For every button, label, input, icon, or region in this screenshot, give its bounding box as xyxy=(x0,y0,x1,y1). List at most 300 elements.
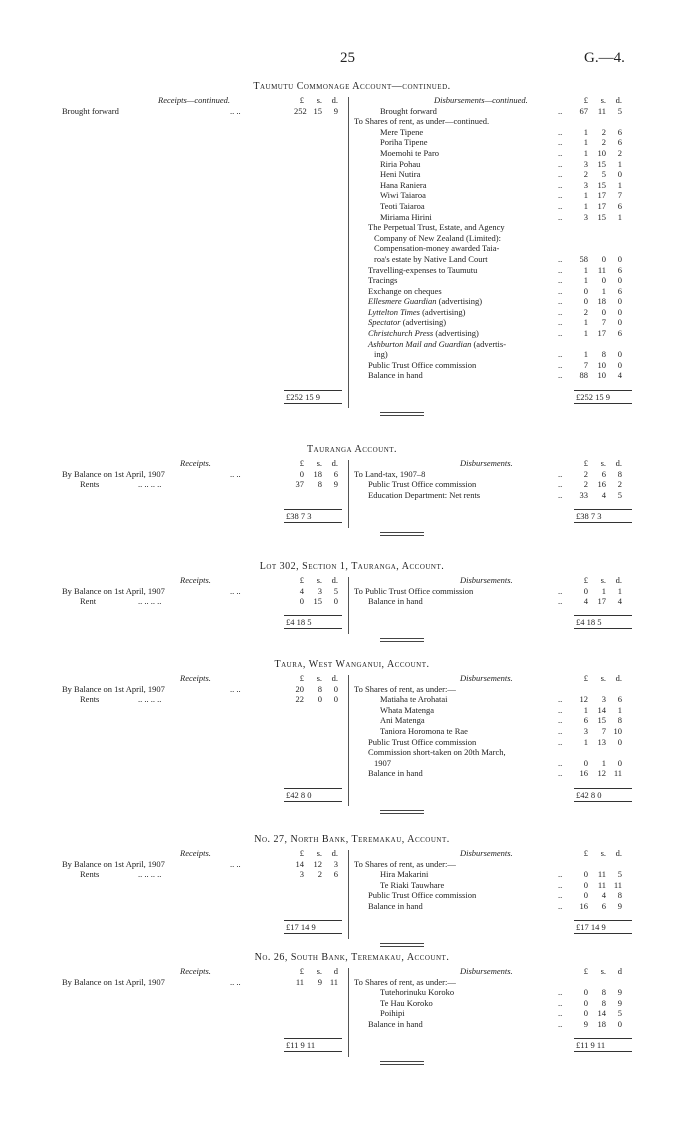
ledger-row xyxy=(62,265,642,276)
disbursement-label: Matiaha te Arohatai xyxy=(380,694,448,705)
amount-pence: 6 xyxy=(617,264,622,275)
leader-dots: .. xyxy=(558,468,563,479)
section-separator xyxy=(380,641,424,642)
account-title: No. 27, North Bank, Teremakau, Account. xyxy=(254,834,450,845)
ledger-row xyxy=(62,159,642,170)
ledger-row xyxy=(62,349,642,360)
amount-pence: 11 xyxy=(613,879,622,890)
italic-title: Ellesmere Guardian xyxy=(368,296,437,307)
disbursements-header: Disbursements. xyxy=(460,966,513,976)
amount-pounds: 1 xyxy=(583,704,588,715)
ledger-row xyxy=(62,1019,642,1030)
amount-pence: 9 xyxy=(617,987,622,998)
leader-dots: .. xyxy=(558,179,563,190)
col-head-pound: £ xyxy=(299,848,304,858)
ledger-row xyxy=(62,339,642,350)
column-header-row xyxy=(62,673,642,684)
amount-shillings: 11 xyxy=(597,879,606,890)
total-rule xyxy=(574,615,632,616)
leader-dots: .. xyxy=(558,890,563,901)
col-head-shillings: s. xyxy=(316,848,322,858)
leader-dots: .. xyxy=(558,105,563,116)
disbursement-label: Heni Nutira xyxy=(380,169,421,180)
ledger-row xyxy=(62,890,642,901)
column-divider xyxy=(348,968,349,1057)
amount-pounds: 12 xyxy=(579,694,588,705)
amount-pence: 8 xyxy=(617,890,622,901)
amount-shillings: 9 xyxy=(317,976,322,987)
ledger-row xyxy=(62,148,642,159)
receipt-label: Brought forward xyxy=(62,105,119,116)
totals-row xyxy=(62,922,642,933)
amount-pence: 5 xyxy=(617,869,622,880)
amount-shillings: 17 xyxy=(597,328,606,339)
col-head-pound: £ xyxy=(583,848,588,858)
disbursement-label: Mere Tipene xyxy=(380,126,424,137)
amount-shillings: 15 xyxy=(313,596,322,607)
receipts-header: Receipts. xyxy=(180,575,211,585)
amount-pounds: 0 xyxy=(583,296,588,307)
receipt-label: Rents xyxy=(80,479,100,490)
amount-pence: 11 xyxy=(329,976,338,987)
account-columns xyxy=(62,848,642,933)
ledger-row xyxy=(62,998,642,1009)
amount-pence: 6 xyxy=(617,200,622,211)
amount-shillings: 15 xyxy=(597,211,606,222)
amount-pence: 6 xyxy=(617,328,622,339)
amount-pounds: 2 xyxy=(583,306,588,317)
leader-dots: .. xyxy=(558,704,563,715)
disbursement-label: Balance in hand xyxy=(368,596,423,607)
amount-shillings: 1 xyxy=(601,585,606,596)
disbursement-label: Commission short-taken on 20th March, xyxy=(368,747,506,758)
leader-dots: .. xyxy=(558,253,563,264)
col-head-pence: d xyxy=(617,966,622,976)
amount-pence: 6 xyxy=(617,126,622,137)
amount-pounds: 1 xyxy=(583,147,588,158)
amount-shillings: 17 xyxy=(597,190,606,201)
amount-shillings: 2 xyxy=(601,126,606,137)
total-underline xyxy=(574,1051,632,1052)
col-head-pound: £ xyxy=(299,966,304,976)
col-head-pence: d. xyxy=(615,673,622,683)
disbursement-label: Balance in hand xyxy=(368,900,423,911)
receipt-label: By Balance on 1st April, 1907 xyxy=(62,858,165,869)
account-title: No. 26, South Bank, Teremakau, Account. xyxy=(254,952,450,963)
account-section xyxy=(62,445,642,522)
disbursement-label: Taniora Horomona te Rae xyxy=(380,725,468,736)
amount-shillings: 2 xyxy=(601,137,606,148)
disbursement-label: Public Trust Office commission xyxy=(368,736,477,747)
disbursement-label: Te Hau Koroko xyxy=(380,997,433,1008)
leader-dots: .. .. xyxy=(230,858,241,869)
italic-title: Lyttelton Times xyxy=(368,306,420,317)
leader-dots: .. xyxy=(558,1008,563,1019)
disbursement-label: Tutehorinuku Koroko xyxy=(380,987,455,998)
section-separator xyxy=(380,638,424,639)
receipt-label: By Balance on 1st April, 1907 xyxy=(62,585,165,596)
amount-shillings: 18 xyxy=(597,1018,606,1029)
amount-shillings: 8 xyxy=(317,479,322,490)
amount-pence: 5 xyxy=(617,489,622,500)
amount-shillings: 17 xyxy=(597,596,606,607)
total-disbursements: £11 9 11 xyxy=(576,1040,606,1051)
section-separator xyxy=(380,532,424,533)
leader-dots: .. xyxy=(558,869,563,880)
leader-dots: .. .. xyxy=(230,585,241,596)
leader-dots: .. xyxy=(558,879,563,890)
amount-pence: 4 xyxy=(617,596,622,607)
ledger-row xyxy=(62,479,642,490)
leader-dots: .. xyxy=(558,997,563,1008)
column-header-row xyxy=(62,966,642,977)
disbursement-label: Moemohi te Paro xyxy=(380,147,440,158)
total-receipts: £42 8 0 xyxy=(286,789,312,800)
ledger-row xyxy=(62,747,642,758)
amount-shillings: 13 xyxy=(597,736,606,747)
leader-dots: .. xyxy=(558,987,563,998)
ledger-row xyxy=(62,1008,642,1019)
amount-pounds: 2 xyxy=(583,468,588,479)
leader-dots: .. xyxy=(558,725,563,736)
disbursements-header: Disbursements. xyxy=(460,458,513,468)
ledger-row xyxy=(62,758,642,769)
col-head-shillings: s. xyxy=(316,95,322,105)
amount-shillings: 15 xyxy=(597,158,606,169)
amount-pounds: 33 xyxy=(579,489,588,500)
col-head-shillings: s. xyxy=(600,966,606,976)
amount-pence: 0 xyxy=(617,736,622,747)
receipts-header: Receipts. xyxy=(180,673,211,683)
disbursement-label: Travelling-expenses to Taumutu xyxy=(368,264,478,275)
amount-pounds: 16 xyxy=(579,768,588,779)
disbursement-label: Balance in hand xyxy=(368,1018,423,1029)
leader-dots: .. xyxy=(558,479,563,490)
amount-pence: 9 xyxy=(333,479,338,490)
total-rule xyxy=(284,615,342,616)
account-title: Taura, West Wanganui, Account. xyxy=(274,659,430,670)
column-header-row xyxy=(62,575,642,586)
ledger-row xyxy=(62,705,642,716)
amount-pounds: 1 xyxy=(583,736,588,747)
ledger-row xyxy=(62,901,642,912)
amount-pence: 2 xyxy=(617,147,622,158)
total-receipts: £17 14 9 xyxy=(286,922,316,933)
leader-dots: .. xyxy=(558,349,563,360)
total-underline xyxy=(284,522,342,523)
ledger-row xyxy=(62,201,642,212)
total-rule xyxy=(574,390,632,391)
account-title: Lot 302, Section 1, Tauranga, Account. xyxy=(259,561,445,572)
column-header-row xyxy=(62,95,642,106)
amount-pence: 0 xyxy=(617,317,622,328)
amount-pence: 1 xyxy=(617,704,622,715)
amount-shillings: 15 xyxy=(597,715,606,726)
total-disbursements: £4 18 5 xyxy=(576,617,602,628)
amount-pounds: 0 xyxy=(583,757,588,768)
leader-dots: .. .. .. .. xyxy=(138,596,162,607)
amount-shillings: 7 xyxy=(601,317,606,328)
amount-shillings: 17 xyxy=(597,200,606,211)
amount-pounds: 1 xyxy=(583,200,588,211)
disbursement-label: Whata Matenga xyxy=(380,704,435,715)
amount-pence: 6 xyxy=(617,285,622,296)
disbursement-label: Riria Pohau xyxy=(380,158,421,169)
amount-shillings: 8 xyxy=(601,987,606,998)
receipt-label: Rent xyxy=(80,596,97,607)
amount-pounds: 0 xyxy=(583,869,588,880)
col-head-pound: £ xyxy=(299,458,304,468)
disbursement-label: Tracings xyxy=(368,275,398,286)
disbursement-label: Christchurch Press (advertising) xyxy=(368,328,479,339)
total-disbursements: £17 14 9 xyxy=(576,922,606,933)
total-disbursements: £38 7 3 xyxy=(576,510,602,521)
disbursement-label: To Shares of rent, as under:— xyxy=(354,976,456,987)
total-rule xyxy=(574,1038,632,1039)
ledger-row xyxy=(62,977,642,988)
disbursement-label: Spectator (advertising) xyxy=(368,317,447,328)
total-disbursements: £252 15 9 xyxy=(576,391,610,402)
ledger-row xyxy=(62,212,642,223)
col-head-pence: d. xyxy=(331,458,338,468)
amount-pence: 2 xyxy=(617,479,622,490)
col-head-pound: £ xyxy=(583,966,588,976)
amount-pounds: 1 xyxy=(583,317,588,328)
disbursement-label: Wiwi Taiaroa xyxy=(380,190,426,201)
col-head-pence: d. xyxy=(331,95,338,105)
col-head-pound: £ xyxy=(583,95,588,105)
disbursement-label: Public Trust Office commission xyxy=(368,890,477,901)
total-rule xyxy=(574,788,632,789)
account-section xyxy=(62,953,642,1051)
column-header-row xyxy=(62,458,642,469)
disbursement-label: Balance in hand xyxy=(368,370,423,381)
column-divider xyxy=(348,97,349,408)
total-rule xyxy=(284,920,342,921)
total-receipts: £252 15 9 xyxy=(286,391,320,402)
leader-dots: .. .. .. .. xyxy=(138,869,162,880)
amount-pounds: 2 xyxy=(583,169,588,180)
ledger-row xyxy=(62,726,642,737)
total-underline xyxy=(574,628,632,629)
amount-shillings: 4 xyxy=(601,489,606,500)
disbursement-label: Education Department: Net rents xyxy=(368,489,481,500)
amount-pence: 6 xyxy=(617,137,622,148)
receipt-label: Rents xyxy=(80,694,100,705)
total-underline xyxy=(284,1051,342,1052)
amount-shillings: 12 xyxy=(313,858,322,869)
disbursement-label: Te Riaki Tauwhare xyxy=(380,879,445,890)
amount-shillings: 7 xyxy=(601,725,606,736)
total-underline xyxy=(574,403,632,404)
section-separator xyxy=(380,813,424,814)
disbursement-label: Brought forward xyxy=(380,105,437,116)
disbursement-label: To Land-tax, 1907–8 xyxy=(354,468,426,479)
amount-shillings: 3 xyxy=(317,585,322,596)
ledger-row xyxy=(62,243,642,254)
amount-shillings: 11 xyxy=(597,105,606,116)
amount-pence: 1 xyxy=(617,211,622,222)
col-head-shillings: s. xyxy=(316,458,322,468)
col-head-pence: d. xyxy=(331,575,338,585)
leader-dots: .. xyxy=(558,489,563,500)
ledger-row xyxy=(62,596,642,607)
col-head-shillings: s. xyxy=(600,848,606,858)
disbursement-label: To Shares of rent, as under:— xyxy=(354,858,456,869)
amount-pence: 0 xyxy=(333,694,338,705)
ledger-row xyxy=(62,190,642,201)
amount-pence: 0 xyxy=(617,349,622,360)
ledger-row xyxy=(62,222,642,233)
disbursement-label: Ani Matenga xyxy=(380,715,425,726)
amount-pounds: 20 xyxy=(295,683,304,694)
column-divider xyxy=(348,460,349,528)
amount-pence: 0 xyxy=(617,169,622,180)
disbursement-label: Teoti Taiaroa xyxy=(380,200,425,211)
ledger-row xyxy=(62,275,642,286)
receipt-label: Rents xyxy=(80,869,100,880)
leader-dots: .. xyxy=(558,1018,563,1029)
amount-pounds: 3 xyxy=(583,179,588,190)
account-title: Tauranga Account. xyxy=(306,444,398,455)
amount-pounds: 0 xyxy=(299,596,304,607)
amount-shillings: 10 xyxy=(597,147,606,158)
leader-dots: .. .. xyxy=(230,468,241,479)
amount-pence: 8 xyxy=(617,468,622,479)
amount-pounds: 0 xyxy=(583,997,588,1008)
account-columns xyxy=(62,95,642,402)
amount-pounds: 1 xyxy=(583,349,588,360)
amount-pounds: 1 xyxy=(583,275,588,286)
italic-title: Ashburton Mail and Guardian xyxy=(368,338,472,349)
col-head-pound: £ xyxy=(583,458,588,468)
amount-pence: 1 xyxy=(617,179,622,190)
total-rule xyxy=(284,390,342,391)
col-head-pound: £ xyxy=(583,673,588,683)
amount-pence: 9 xyxy=(617,997,622,1008)
ledger-row xyxy=(62,180,642,191)
total-underline xyxy=(284,801,342,802)
amount-pounds: 0 xyxy=(583,1008,588,1019)
amount-shillings: 0 xyxy=(601,306,606,317)
leader-dots: .. xyxy=(558,137,563,148)
ledger-row xyxy=(62,317,642,328)
amount-shillings: 0 xyxy=(601,275,606,286)
spacer xyxy=(62,381,642,392)
amount-shillings: 4 xyxy=(601,890,606,901)
leader-dots: .. xyxy=(558,147,563,158)
leader-dots: .. xyxy=(558,768,563,779)
totals-row xyxy=(62,790,642,801)
leader-dots: .. .. xyxy=(230,105,241,116)
disbursements-header: Disbursements. xyxy=(460,848,513,858)
amount-pence: 11 xyxy=(613,768,622,779)
section-separator xyxy=(380,415,424,416)
amount-shillings: 11 xyxy=(597,869,606,880)
amount-pounds: 4 xyxy=(299,585,304,596)
disbursement-label: 1907 xyxy=(374,757,391,768)
amount-shillings: 8 xyxy=(601,997,606,1008)
amount-shillings: 0 xyxy=(317,694,322,705)
section-separator xyxy=(380,412,424,413)
amount-shillings: 0 xyxy=(601,253,606,264)
amount-shillings: 15 xyxy=(313,105,322,116)
account-section xyxy=(62,82,642,402)
account-section xyxy=(62,562,642,628)
col-head-shillings: s. xyxy=(316,575,322,585)
disbursement-label: Public Trust Office commission xyxy=(368,479,477,490)
total-underline xyxy=(284,403,342,404)
ledger-row xyxy=(62,768,642,779)
receipts-header: Receipts. xyxy=(180,458,211,468)
ledger-row xyxy=(62,694,642,705)
leader-dots: .. xyxy=(558,275,563,286)
spacer xyxy=(62,912,642,923)
leader-dots: .. xyxy=(558,169,563,180)
italic-title: Spectator xyxy=(368,317,401,328)
ledger-row xyxy=(62,307,642,318)
total-rule xyxy=(284,788,342,789)
amount-pounds: 1 xyxy=(583,264,588,275)
leader-dots: .. xyxy=(558,370,563,381)
disbursement-label: Hira Makarini xyxy=(380,869,429,880)
amount-shillings: 8 xyxy=(317,683,322,694)
account-title: Taumutu Commonage Account—continued. xyxy=(253,81,451,92)
section-separator xyxy=(380,810,424,811)
disbursements-header: Disbursements. xyxy=(460,673,513,683)
amount-shillings: 14 xyxy=(597,704,606,715)
amount-pence: 10 xyxy=(613,725,622,736)
ledger-row xyxy=(62,880,642,891)
total-disbursements: £42 8 0 xyxy=(576,789,602,800)
column-divider xyxy=(348,577,349,634)
spacer xyxy=(62,1030,642,1041)
amount-shillings: 12 xyxy=(597,768,606,779)
leader-dots: .. xyxy=(558,306,563,317)
ledger-row xyxy=(62,859,642,870)
col-head-pence: d. xyxy=(331,848,338,858)
amount-pence: 0 xyxy=(333,596,338,607)
col-head-pence: d. xyxy=(615,95,622,105)
amount-shillings: 18 xyxy=(313,468,322,479)
leader-dots: .. xyxy=(558,585,563,596)
total-underline xyxy=(284,933,342,934)
account-columns xyxy=(62,966,642,1051)
amount-pence: 0 xyxy=(617,1018,622,1029)
receipts-header: Receipts. xyxy=(180,966,211,976)
amount-shillings: 6 xyxy=(601,900,606,911)
amount-pounds: 37 xyxy=(295,479,304,490)
amount-pence: 9 xyxy=(333,105,338,116)
disbursement-label: To Shares of rent, as under:— xyxy=(354,683,456,694)
ledger-row xyxy=(62,490,642,501)
ledger-row xyxy=(62,987,642,998)
ledger-row xyxy=(62,370,642,381)
amount-pounds: 1 xyxy=(583,190,588,201)
ledger-row xyxy=(62,137,642,148)
account-columns xyxy=(62,575,642,628)
ledger-row xyxy=(62,106,642,117)
col-head-shillings: s. xyxy=(600,575,606,585)
disbursements-header: Disbursements. xyxy=(460,575,513,585)
col-head-shillings: s. xyxy=(316,966,322,976)
disbursement-label: Balance in hand xyxy=(368,768,423,779)
ledger-row xyxy=(62,684,642,695)
spacer xyxy=(62,607,642,618)
total-receipts: £38 7 3 xyxy=(286,510,312,521)
col-head-pence: d xyxy=(333,966,338,976)
leader-dots: .. xyxy=(558,900,563,911)
